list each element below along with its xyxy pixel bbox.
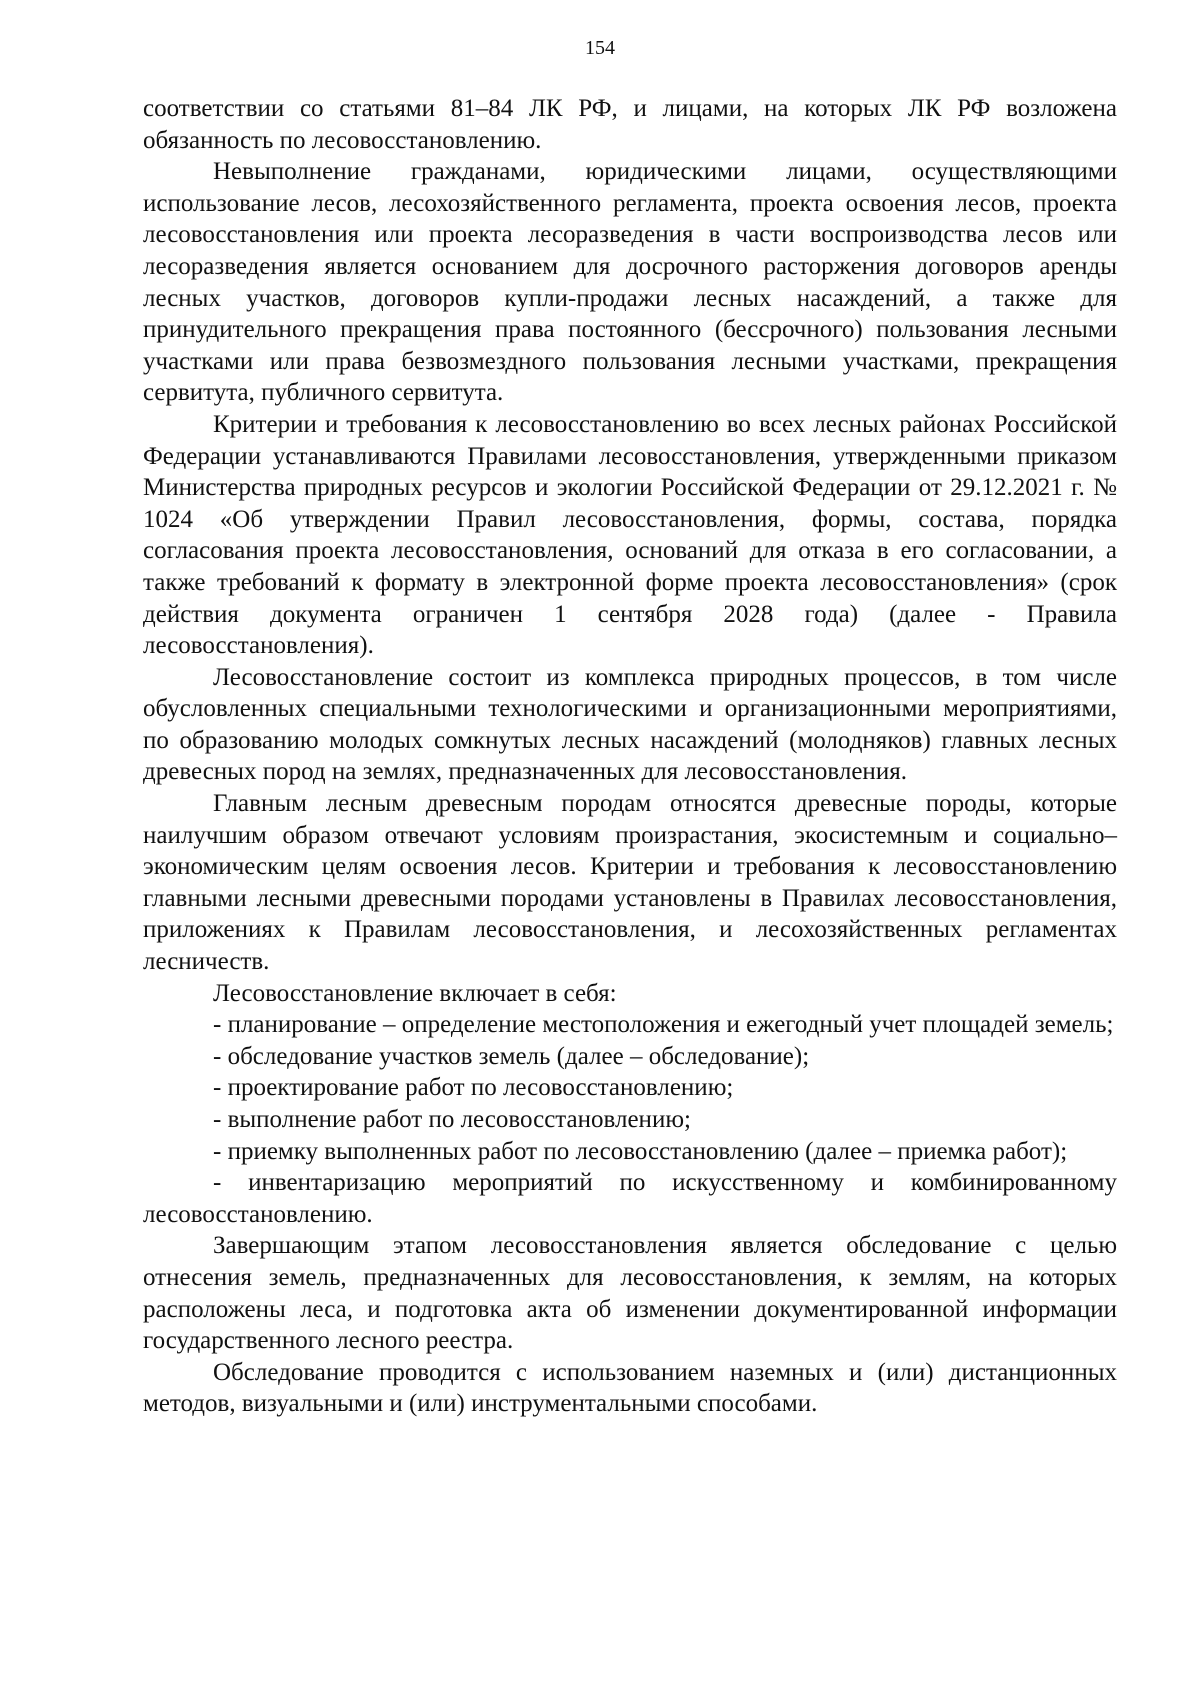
list-item-acceptance: - приемку выполненных работ по лесовосстановлению (далее – приемка работ); <box>213 1137 1068 1165</box>
paragraph-definition: Лесовосстановление состоит из комплекса природных процессов, в том числе обусловленных специальными технологическими и организационными мероприятиями, по образованию молодых сомкнутых лесных насаждений (молодняков) главных лесных древесных пород на землях, предназначенных для лесовосстановления. <box>143 663 1117 786</box>
paragraph-noncompliance: Невыполнение гражданами, юридическими лицами, осуществляющими использование лесов, лесохозяйственного регламента, проекта освоения лесов, проекта лесовосстановления или проекта лесоразведения в части воспроизводства лесов или лесоразведения является основанием для досрочного расторжения договоров аренды лесных участков, договоров купли-продажи лесных насаждений, а также для принудительного прекращения права постоянного (бессрочного) пользования лесными участками или права безвозмездного пользования лесными участками, прекращения сервитута, публичного сервитута. <box>143 158 1117 407</box>
list-item-planning: - планирование – определение местоположения и ежегодный учет площадей земель; <box>213 1011 1114 1039</box>
paragraph-continuation: соответствии со статьями 81–84 ЛК РФ, и лицами, на которых ЛК РФ возложена обязанность по лесовосстановлению. <box>143 95 1117 154</box>
paragraph-main-species: Главным лесным древесным породам относятся древесные породы, которые наилучшим образом отвечают условиям произрастания, экосистемным и социально–экономическим целям освоения лесов. Критерии и требования к лесовосстановлению главными лесными древесными породами установлены в Правилах лесовосстановления, приложениях к Правилам лесовосстановления, и лесохозяйственных регламентах лесничеств. <box>143 790 1117 976</box>
paragraph-survey-methods: Обследование проводится с использованием наземных и (или) дистанционных методов, визуальными и (или) инструментальными способами. <box>143 1358 1117 1418</box>
list-item-execution: - выполнение работ по лесовосстановлению; <box>213 1106 691 1133</box>
list-item-inventory: - инвентаризацию мероприятий по искусственному и комбинированному лесовосстановлению. <box>143 1169 1117 1228</box>
list-item-survey: - обследование участков земель (далее – обследование); <box>213 1042 810 1070</box>
paragraph-includes: Лесовосстановление включает в себя: <box>213 979 617 1007</box>
page-number: 154 <box>585 37 615 59</box>
body-text <box>143 93 1117 1420</box>
paragraph-criteria: Критерии и требования к лесовосстановлению во всех лесных районах Российской Федерации устанавливаются Правилами лесовосстановления, утвержденными приказом Министерства природных ресурсов и экологии Российской Федерации от 29.12.2021 г. № 1024 «Об утверждении Правил лесовосстановления, формы, состава, порядка согласования проекта лесовосстановления, оснований для отказа в его согласовании, а также требований к формату в электронной форме проекта лесовосстановления» (срок действия документа ограничен 1 сентября 2028 года) (далее - Правила лесовосстановления). <box>143 410 1117 660</box>
list-item-design: - проектирование работ по лесовосстановлению; <box>213 1074 734 1102</box>
paragraph-final-stage: Завершающим этапом лесовосстановления является обследование с целью отнесения земель, предназначенных для лесовосстановления, к землям, на которых расположены леса, и подготовка акта об изменении документированной информации государственного лесного реестра. <box>143 1232 1117 1355</box>
